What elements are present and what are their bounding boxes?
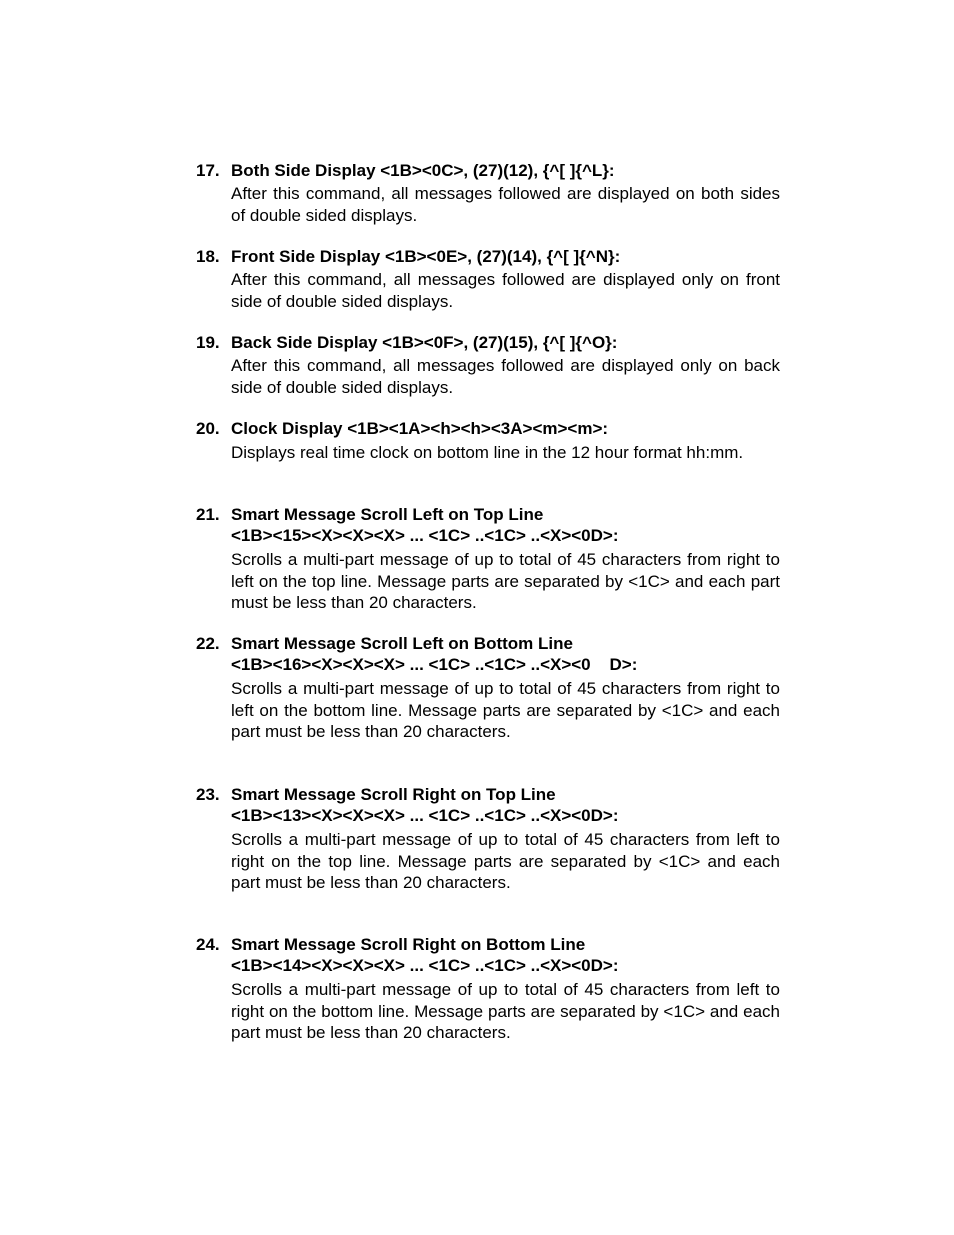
item-body: Scrolls a multi-part message of up to total of 45 characters from left to right on the bottom line. Message parts are separated by <1C> and each part must be less than 20 characters. (231, 980, 780, 1042)
item-number: 23. (196, 785, 220, 804)
item-heading: Both Side Display <1B><0C>, (27)(12), {^[ ]{^L}: (231, 161, 615, 180)
item-heading: Clock Display <1B><1A><h><h><3A><m><m>: (231, 419, 609, 438)
item-heading: Smart Message Scroll Left on Top Line (231, 505, 544, 524)
item-body: After this command, all messages followed are displayed only on back side of double sided displays. (231, 356, 780, 397)
item-command: <1B><16><X><X><X> ... <1C> ..<1C> ..<X><0 D>: (231, 655, 638, 674)
item-number: 19. (196, 333, 220, 352)
item-number: 21. (196, 505, 220, 524)
item-heading: Smart Message Scroll Left on Bottom Line (231, 634, 573, 653)
item-heading: Front Side Display <1B><0E>, (27)(14), {^[ ]{^N}: (231, 247, 621, 266)
item-content (231, 784, 780, 894)
item-number: 18. (196, 247, 220, 266)
item-content (231, 246, 780, 312)
item-body: After this command, all messages followed are displayed on both sides of double sided displays. (231, 184, 780, 225)
item-body: Scrolls a multi-part message of up to total of 45 characters from left to right on the top line. Message parts are separated by <1C> and each part must be less than 20 characters. (231, 830, 780, 892)
item-body: Displays real time clock on bottom line in the 12 hour format hh:mm. (231, 443, 744, 462)
item-content (231, 633, 780, 743)
item-number: 17. (196, 161, 220, 180)
item-body: After this command, all messages followed are displayed only on front side of double sided displays. (231, 270, 780, 311)
item-heading: Smart Message Scroll Right on Bottom Line (231, 935, 586, 954)
item-command: <1B><14><X><X><X> ... <1C> ..<1C> ..<X><0D>: (231, 956, 619, 975)
item-heading: Smart Message Scroll Right on Top Line (231, 785, 556, 804)
item-body: Scrolls a multi-part message of up to total of 45 characters from right to left on the bottom line. Message parts are separated by <1C> and each part must be less than 20 characters. (231, 679, 780, 741)
item-number: 20. (196, 419, 220, 438)
item-content (231, 160, 780, 226)
item-command: <1B><15><X><X><X> ... <1C> ..<1C> ..<X><0D>: (231, 526, 619, 545)
item-number: 24. (196, 935, 220, 954)
item-content (231, 934, 780, 1044)
item-command: <1B><13><X><X><X> ... <1C> ..<1C> ..<X><0D>: (231, 806, 619, 825)
item-body: Scrolls a multi-part message of up to total of 45 characters from right to left on the top line. Message parts are separated by <1C> and each part must be less than 20 characters. (231, 550, 780, 612)
item-content (231, 418, 780, 464)
item-heading: Back Side Display <1B><0F>, (27)(15), {^[ ]{^O}: (231, 333, 618, 352)
item-content (231, 332, 780, 398)
item-content (231, 504, 780, 614)
item-number: 22. (196, 634, 220, 653)
